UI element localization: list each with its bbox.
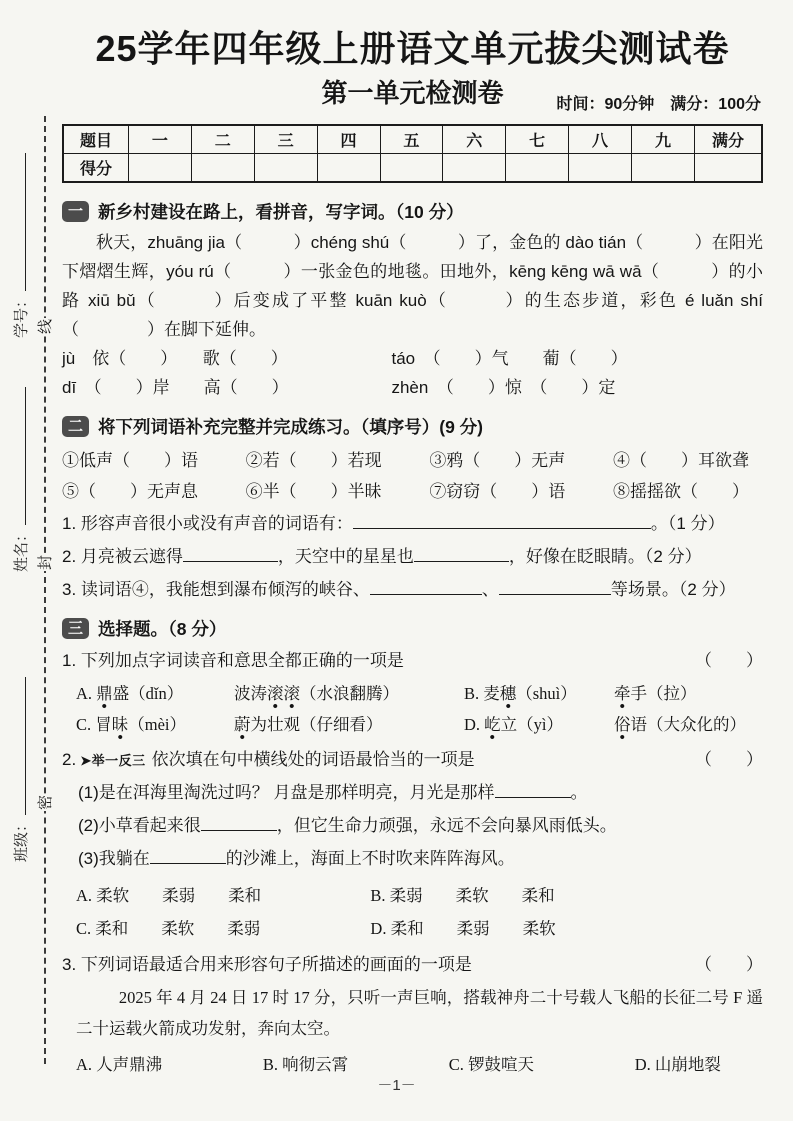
question-text: 、: [481, 580, 499, 599]
seal-char-xian: 线: [30, 318, 59, 335]
option-c[interactable]: C. 柔和 柔软 柔弱: [76, 919, 261, 938]
question-text: 。（1 分）: [650, 514, 725, 533]
score-entry-cell[interactable]: [380, 154, 443, 183]
answer-blank[interactable]: [370, 576, 482, 595]
option-text: 为壮观（仔细看）: [250, 715, 383, 734]
paper-subtitle-row: [62, 73, 763, 113]
option-text: 波涛: [234, 684, 267, 703]
idiom-item: ⑤（ ）无声息: [62, 482, 198, 501]
answer-brackets[interactable]: （ ）: [695, 955, 763, 974]
section-2-question-2: [62, 540, 763, 573]
section-2-title: 将下列词语补充完整并完成练习。（填序号）(9 分): [98, 417, 483, 437]
idiom-item: ①低声（ ）语: [62, 451, 198, 470]
question-2-sub-3: [62, 842, 763, 875]
seal-char-mi: 密: [30, 794, 59, 811]
answer-brackets[interactable]: （ ）: [695, 651, 763, 670]
question-text: 3. 下列词语最适合用来形容句子所描述的画面的一项是: [62, 955, 472, 974]
dotted-char: 昧: [112, 715, 129, 740]
score-header-cell: 六: [443, 125, 506, 154]
section-2-question-1: [62, 507, 763, 540]
score-header-cell: 四: [317, 125, 380, 154]
question-text: 等场景。（2 分）: [610, 580, 736, 599]
dotted-char: 蔚: [234, 715, 251, 740]
section-2-number-badge: 二: [62, 416, 89, 437]
question-2-sub-2: [62, 809, 763, 842]
score-entry-cell[interactable]: [129, 154, 192, 183]
score-entry-cell[interactable]: [695, 154, 763, 183]
question-text: 的沙滩上，海面上不时吹来阵阵海风。: [225, 849, 515, 868]
question-text: 依次填在句中横线处的词语最恰当的一项是: [151, 750, 475, 769]
student-number-label: 学号：: [13, 292, 30, 338]
section-3-number-badge: 三: [62, 618, 89, 639]
idiom-item: ⑥半（ ）半昧: [245, 482, 382, 501]
score-header-cell: 题目: [63, 125, 129, 154]
score-entry-cell[interactable]: [443, 154, 506, 183]
question-text: [62, 744, 475, 776]
question-text: (2)小草看起来很: [78, 816, 201, 835]
class-label: 班级：: [13, 816, 30, 862]
time-score-meta: 时间：90分钟 满分：100分: [556, 96, 761, 113]
answer-blank[interactable]: [183, 543, 278, 562]
score-header-cell: 九: [632, 125, 695, 154]
question-text: (1)是在洱海里淘洗过吗？ 月盘是那样明亮，月光是那样: [78, 783, 495, 802]
option-a[interactable]: A. 人声鼎沸: [76, 1055, 163, 1074]
idiom-item: ⑦窃窃（ ）语: [429, 482, 566, 501]
score-table-score-row: [63, 154, 762, 183]
option-text: （水浪翻腾）: [300, 684, 399, 703]
option-a2[interactable]: [234, 678, 464, 709]
option-b[interactable]: B. 响彻云霄: [262, 1055, 349, 1074]
class-input-line[interactable]: [10, 677, 26, 815]
option-text: A.: [76, 684, 97, 703]
idiom-row-2: [62, 476, 749, 507]
question-number: 2.: [62, 750, 77, 769]
dotted-char: 俗: [614, 715, 631, 740]
section-1-number-badge: 一: [62, 201, 89, 222]
option-text: 语（大众化的）: [630, 715, 746, 734]
section-1-pinyin-paragraph: 秋天，zhuāng jia（ ）chéng shú（ ）了，金色的 dào tián（ ）在阳光下熠熠生辉，yóu rú（ ）一张金色的地毯。田地外，kēng kēng wā wā（ ）的小路 xiū bǔ（ ）后变成了平整 kuān kuò（ ）的生态步道，彩色 é luǎn shí（ ）在脚下延伸。: [62, 233, 763, 339]
question-2-sub-1: [62, 776, 763, 809]
dotted-char: 牵: [614, 684, 631, 709]
section-2-header: [62, 414, 763, 439]
score-entry-cell[interactable]: [191, 154, 254, 183]
score-header-cell: 二: [191, 125, 254, 154]
option-a[interactable]: A. 柔软 柔弱 柔和: [76, 886, 262, 905]
score-entry-cell[interactable]: [254, 154, 317, 183]
page-number: －1－: [377, 1077, 416, 1094]
option-d[interactable]: D. 山崩地裂: [634, 1055, 721, 1074]
question-1-options: [62, 678, 763, 740]
score-entry-cell[interactable]: [569, 154, 632, 183]
option-b[interactable]: [464, 678, 614, 709]
pinyin-row-2: [62, 373, 763, 402]
question-text: 2. 月亮被云遮得: [62, 547, 183, 566]
answer-blank[interactable]: [495, 779, 571, 798]
option-text: B. 麦: [464, 684, 500, 703]
score-header-cell: 三: [254, 125, 317, 154]
option-text: C. 冒: [76, 715, 112, 734]
score-table: [62, 124, 763, 183]
answer-blank[interactable]: [201, 812, 277, 831]
score-header-cell: 七: [506, 125, 569, 154]
student-name-input-line[interactable]: [10, 387, 26, 525]
option-text: 盛（dǐn）: [112, 684, 184, 703]
question-text: ，但它生命力顽强，永远不会向暴风雨低头。: [276, 816, 617, 835]
seal-dashed-line: [44, 116, 46, 1064]
option-a[interactable]: [76, 678, 234, 709]
dotted-char: 穗: [500, 684, 517, 709]
analogy-badge: ➤举一反三: [80, 753, 146, 768]
section-3-header: [62, 616, 763, 641]
idiom-item: ②若（ ）若现: [245, 451, 382, 470]
section-2-question-3: [62, 573, 763, 606]
score-entry-cell[interactable]: [317, 154, 380, 183]
question-text: (3)我躺在: [78, 849, 150, 868]
section-3-title: 选择题。（8 分）: [98, 619, 227, 639]
section-3-question-3: [62, 949, 763, 980]
option-text: （mèi）: [128, 715, 187, 734]
option-c[interactable]: [76, 709, 234, 740]
idiom-item: ④（ ）耳欲聋: [612, 451, 749, 470]
unit-subtitle: 第一单元检测卷: [321, 78, 504, 108]
score-row-label: 得分: [63, 154, 129, 183]
idiom-item: ⑧摇摇欲（ ）: [612, 482, 749, 501]
pinyin-row-2-right: zhèn （ ）惊 （ ）定: [391, 378, 616, 397]
question-2-options: [62, 879, 665, 945]
score-header-cell: 一: [129, 125, 192, 154]
score-entry-cell[interactable]: [632, 154, 695, 183]
option-text: （shuì）: [516, 684, 577, 703]
answer-brackets[interactable]: （ ）: [695, 750, 763, 769]
student-name-label: 姓名：: [13, 526, 30, 572]
question-text: ，好像在眨眼睛。（2 分）: [508, 547, 702, 566]
question-text: 1. 下列加点字词读音和意思全都正确的一项是: [62, 651, 404, 670]
dotted-char: 滚滚: [267, 684, 300, 709]
paper-content: [62, 26, 763, 1081]
pinyin-row-2-left: dī （ ）岸 高（ ）: [62, 378, 289, 397]
idiom-row-1: [62, 445, 749, 476]
answer-blank[interactable]: [150, 845, 226, 864]
option-text: 手（拉）: [630, 684, 697, 703]
paper-title: 25学年四年级上册语文单元拔尖测试卷: [95, 28, 730, 69]
option-d[interactable]: [464, 709, 614, 740]
question-text: ，天空中的星星也: [277, 547, 414, 566]
dotted-char: 鼎: [96, 684, 113, 709]
option-b2[interactable]: [614, 678, 763, 709]
option-d2[interactable]: [614, 709, 763, 740]
section-3-question-1: [62, 645, 763, 676]
pinyin-row-1-right: táo （ ）气 葡（ ）: [391, 349, 628, 368]
answer-blank[interactable]: [414, 543, 509, 562]
question-3-news-paragraph: 2025 年 4 月 24 日 17 时 17 分，只听一声巨响，搭载神舟二十号载人飞船的长征二号 F 遥二十运载火箭成功发射，奔向太空。: [76, 988, 763, 1038]
answer-blank[interactable]: [353, 510, 651, 529]
question-text: 1. 形容声音很小或没有声音的词语有：: [62, 514, 353, 533]
score-header-cell: 满分: [695, 125, 763, 154]
score-header-cell: 八: [569, 125, 632, 154]
section-3-question-2: [62, 744, 763, 776]
student-number-field: [10, 153, 31, 338]
score-table-header-row: [63, 125, 762, 154]
option-b[interactable]: B. 柔弱 柔软 柔和: [370, 886, 555, 905]
option-d[interactable]: D. 柔和 柔弱 柔软: [370, 919, 556, 938]
option-c[interactable]: C. 锣鼓喧天: [448, 1055, 535, 1074]
dotted-char: 屹: [484, 715, 501, 740]
option-c2[interactable]: [234, 709, 464, 740]
student-number-input-line[interactable]: [10, 153, 26, 291]
option-text: 立（yì）: [500, 715, 564, 734]
question-text: 3. 读词语④，我能想到瀑布倾泻的峡谷、: [62, 580, 370, 599]
option-text: D.: [464, 715, 485, 734]
student-name-field: [10, 387, 31, 572]
section-1-title: 新乡村建设在路上，看拼音，写字词。（10 分）: [98, 202, 464, 222]
idiom-item: ③鸦（ ）无声: [429, 451, 566, 470]
pinyin-row-1: [62, 344, 763, 373]
score-header-cell: 五: [380, 125, 443, 154]
pinyin-row-1-left: jù 依（ ） 歌（ ）: [62, 349, 288, 368]
answer-blank[interactable]: [499, 576, 611, 595]
section-1-header: [62, 199, 763, 224]
score-entry-cell[interactable]: [506, 154, 569, 183]
seal-char-feng: 封: [30, 554, 59, 571]
class-field: [10, 677, 31, 862]
question-text: 。: [570, 783, 588, 802]
